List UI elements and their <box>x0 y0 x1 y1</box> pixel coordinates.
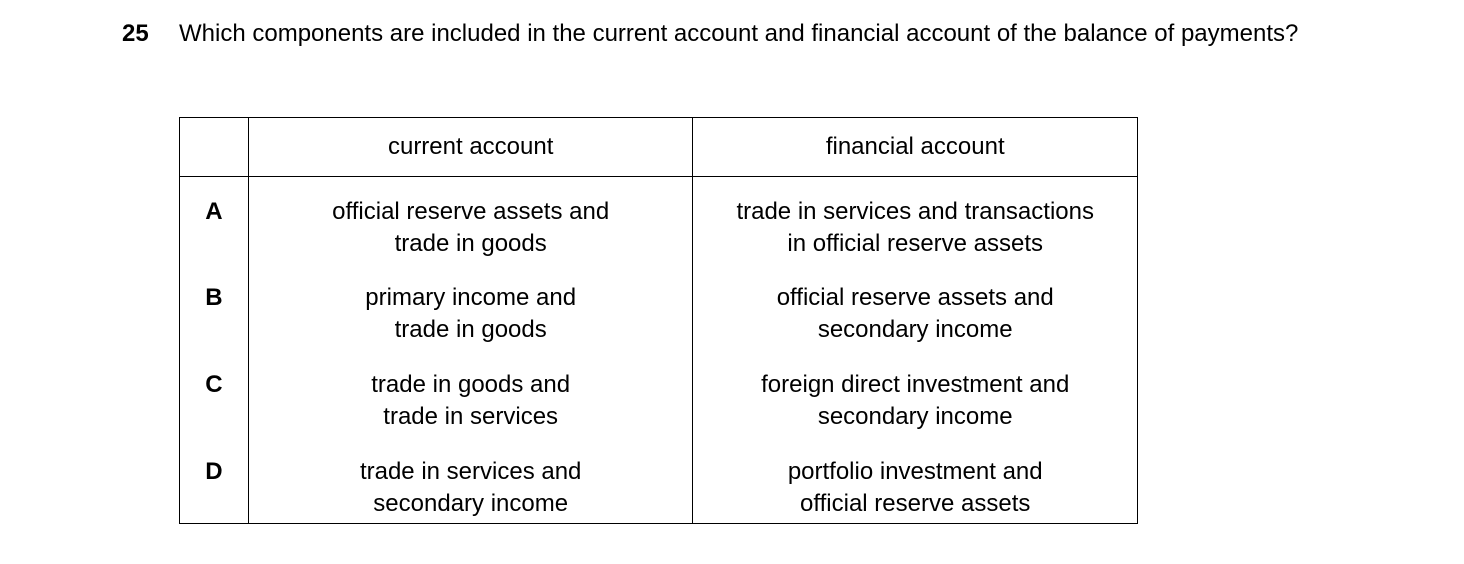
option-letter: B <box>180 263 249 350</box>
current-account-cell <box>248 177 693 263</box>
cell-line: trade in services <box>383 402 559 430</box>
cell-line: trade in goods <box>394 315 547 343</box>
current-account-cell <box>248 350 693 437</box>
option-row-a <box>180 177 1138 263</box>
cell-line: trade in goods <box>394 230 547 257</box>
financial-account-cell <box>693 177 1138 263</box>
option-letter: C <box>180 350 249 437</box>
option-row-b <box>180 263 1138 350</box>
cell-line: official reserve assets and <box>332 198 610 225</box>
cell-line: trade in services and transactions <box>736 198 1094 225</box>
header-letter-cell <box>180 118 249 177</box>
question-text: Which components are included in the current account and financial account of the balance of payments? <box>179 20 1299 47</box>
table-header-row <box>180 118 1138 177</box>
current-account-cell <box>248 263 693 350</box>
header-current-account: current account <box>248 118 693 177</box>
cell-line: portfolio investment and <box>787 457 1043 485</box>
cell-line: secondary income <box>817 315 1013 343</box>
current-account-cell <box>248 437 693 524</box>
option-letter: A <box>180 177 249 263</box>
cell-line: secondary income <box>817 402 1013 430</box>
question-number: 25 <box>122 20 149 47</box>
cell-line: official reserve assets and <box>776 283 1054 311</box>
financial-account-cell <box>693 350 1138 437</box>
cell-line: trade in goods and <box>371 370 571 398</box>
financial-account-cell <box>693 437 1138 524</box>
financial-account-cell <box>693 263 1138 350</box>
option-row-c <box>180 350 1138 437</box>
header-financial-account: financial account <box>693 118 1138 177</box>
option-letter: D <box>180 437 249 524</box>
cell-line: in official reserve assets <box>787 230 1044 257</box>
cell-line: primary income and <box>365 283 577 311</box>
cell-line: foreign direct investment and <box>761 370 1070 398</box>
cell-line: secondary income <box>373 489 569 517</box>
cell-line: trade in services and <box>359 457 582 485</box>
cell-line: official reserve assets <box>800 489 1031 517</box>
option-row-d <box>180 437 1138 524</box>
answer-options-table <box>179 117 1138 524</box>
